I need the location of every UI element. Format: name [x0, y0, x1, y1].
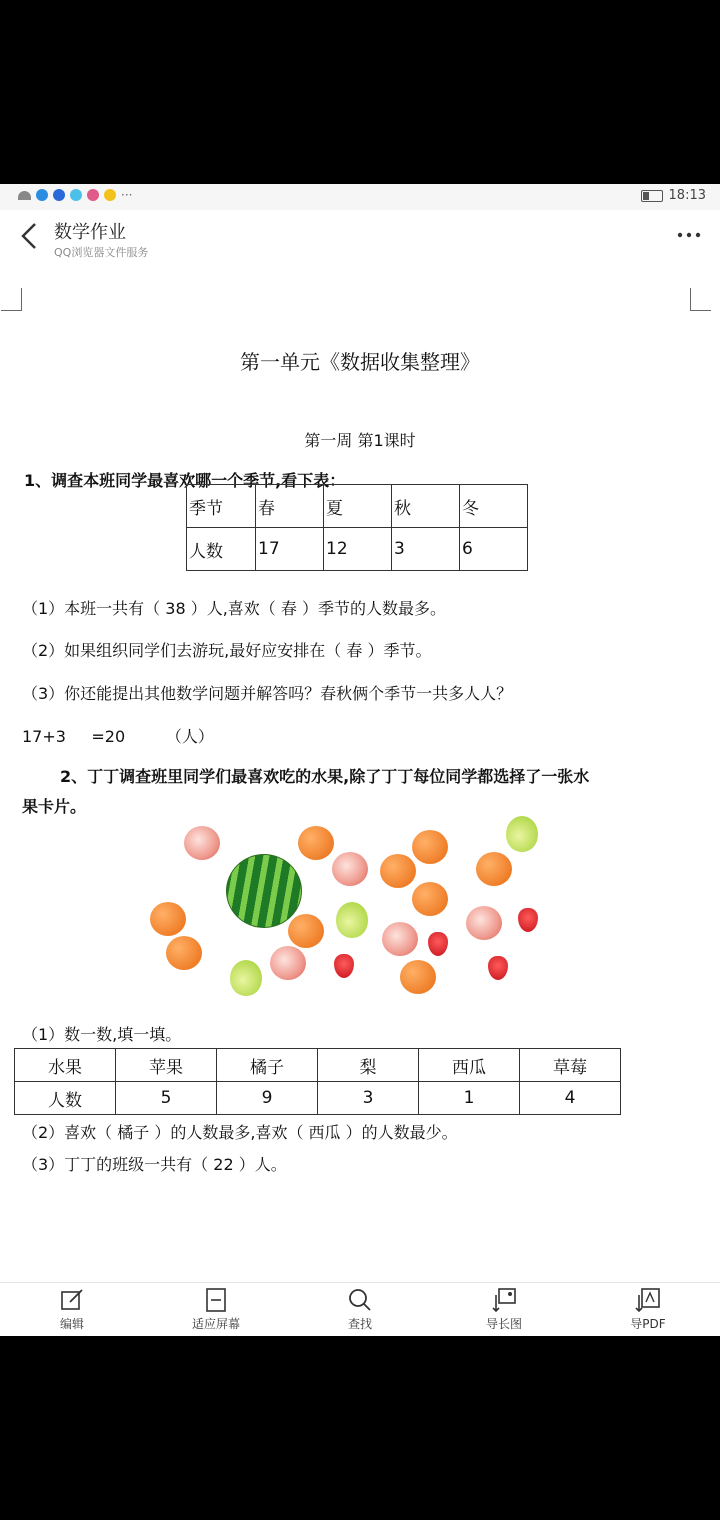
- table-cell: 苹果: [116, 1049, 217, 1082]
- answer-2-2: （2）喜欢（ 橘子 ）的人数最多,喜欢（ 西瓜 ）的人数最少。: [22, 1123, 458, 1142]
- app-icon: [87, 189, 99, 201]
- table-cell: 9: [217, 1082, 318, 1115]
- question-2-heading: 2、丁丁调查班里同学们最喜欢吃的水果,除了丁丁每位同学都选择了一张水: [60, 767, 590, 786]
- fill-instruction: （1）数一数,填一填。: [22, 1025, 182, 1044]
- table-cell: 4: [520, 1082, 621, 1115]
- table-row: [15, 1049, 621, 1082]
- pear-icon: [336, 902, 368, 938]
- document-title: 数学作业: [54, 222, 126, 243]
- pdf-icon: [635, 1287, 661, 1313]
- table-row: [15, 1082, 621, 1115]
- edit-label: 编辑: [59, 1317, 84, 1331]
- apple-icon: [270, 946, 306, 980]
- page-corner-mark: [690, 288, 711, 311]
- star-icon: [104, 189, 116, 201]
- status-bar: [0, 184, 720, 210]
- edit-button[interactable]: [22, 1287, 122, 1332]
- table-cell: 5: [116, 1082, 217, 1115]
- table-cell: 人数: [15, 1082, 116, 1115]
- app-icon: [53, 189, 65, 201]
- orange-icon: [400, 960, 436, 994]
- long-image-icon: [491, 1287, 517, 1313]
- answer-1-1: （1）本班一共有（ 38 ）人,喜欢（ 春 ）季节的人数最多。: [22, 599, 446, 618]
- fruit-cards-image: [140, 816, 560, 1016]
- strawberry-icon: [518, 908, 538, 932]
- table-cell: 春: [256, 485, 324, 528]
- table-cell: 西瓜: [419, 1049, 520, 1082]
- season-table: [186, 484, 528, 571]
- answer-1-2: （2）如果组织同学们去游玩,最好应安排在（ 春 ）季节。: [22, 641, 432, 660]
- apple-icon: [332, 852, 368, 886]
- app-icon: [70, 189, 82, 201]
- watermelon-icon: [226, 854, 302, 928]
- question-2-heading-cont: 果卡片。: [22, 797, 87, 816]
- clock: 18:13: [668, 188, 706, 203]
- find-button[interactable]: [310, 1287, 410, 1332]
- strawberry-icon: [488, 956, 508, 980]
- table-cell: 3: [392, 528, 460, 571]
- notification-icons: [18, 189, 132, 201]
- table-row: [187, 485, 528, 528]
- app-bar: [0, 210, 720, 269]
- table-cell: 水果: [15, 1049, 116, 1082]
- export-pdf-button[interactable]: [598, 1287, 698, 1332]
- table-cell: 季节: [187, 485, 256, 528]
- table-cell: 人数: [187, 528, 256, 571]
- strawberry-icon: [334, 954, 354, 978]
- orange-icon: [412, 830, 448, 864]
- fit-screen-icon: [203, 1287, 229, 1313]
- phone-screen: [0, 184, 720, 1336]
- fit-screen-button[interactable]: [166, 1287, 266, 1332]
- orange-icon: [166, 936, 202, 970]
- export-long-image-button[interactable]: [454, 1287, 554, 1332]
- status-right: [641, 188, 706, 203]
- table-cell: 橘子: [217, 1049, 318, 1082]
- table-cell: 梨: [318, 1049, 419, 1082]
- table-cell: 夏: [324, 485, 392, 528]
- answer-1-3: （3）你还能提出其他数学问题并解答吗？春秋俩个季节一共多人人？: [22, 684, 513, 703]
- document-source: QQ浏览器文件服务: [54, 246, 149, 259]
- more-notifications-icon: ···: [121, 188, 133, 202]
- page-title: 第一单元《数据收集整理》: [240, 350, 480, 374]
- back-icon[interactable]: [20, 222, 38, 256]
- answer-2-3: （3）丁丁的班级一共有（ 22 ）人。: [22, 1155, 287, 1174]
- pear-icon: [506, 816, 538, 852]
- page-corner-mark: [1, 288, 22, 311]
- table-cell: 草莓: [520, 1049, 621, 1082]
- more-menu-icon[interactable]: [676, 222, 702, 254]
- orange-icon: [288, 914, 324, 948]
- page-subtitle: 第一周 第1课时: [304, 431, 416, 450]
- orange-icon: [412, 882, 448, 916]
- table-cell: 12: [324, 528, 392, 571]
- wifi-icon: [18, 191, 31, 200]
- calculation: 17+3 =20 （人）: [22, 727, 214, 746]
- table-row: [187, 528, 528, 571]
- orange-icon: [380, 854, 416, 888]
- long-image-label: 导长图: [485, 1317, 522, 1331]
- edit-icon: [59, 1287, 85, 1313]
- table-cell: 3: [318, 1082, 419, 1115]
- apple-icon: [466, 906, 502, 940]
- apple-icon: [184, 826, 220, 860]
- orange-icon: [476, 852, 512, 886]
- search-icon: [347, 1287, 373, 1313]
- battery-icon: [641, 190, 663, 202]
- orange-icon: [150, 902, 186, 936]
- apple-icon: [382, 922, 418, 956]
- table-cell: 秋: [392, 485, 460, 528]
- strawberry-icon: [428, 932, 448, 956]
- question-1-heading: 1、调查本班同学最喜欢哪一个季节,看下表：: [24, 471, 346, 490]
- bottom-toolbar: [0, 1282, 720, 1336]
- app-icon: [36, 189, 48, 201]
- fruit-table: [14, 1048, 621, 1115]
- table-cell: 冬: [460, 485, 528, 528]
- pdf-label: 导PDF: [630, 1317, 666, 1331]
- table-cell: 1: [419, 1082, 520, 1115]
- pear-icon: [230, 960, 262, 996]
- table-cell: 17: [256, 528, 324, 571]
- find-label: 查找: [347, 1317, 372, 1331]
- table-cell: 6: [460, 528, 528, 571]
- document-page[interactable]: [0, 268, 720, 1282]
- orange-icon: [298, 826, 334, 860]
- fit-screen-label: 适应屏幕: [191, 1317, 240, 1331]
